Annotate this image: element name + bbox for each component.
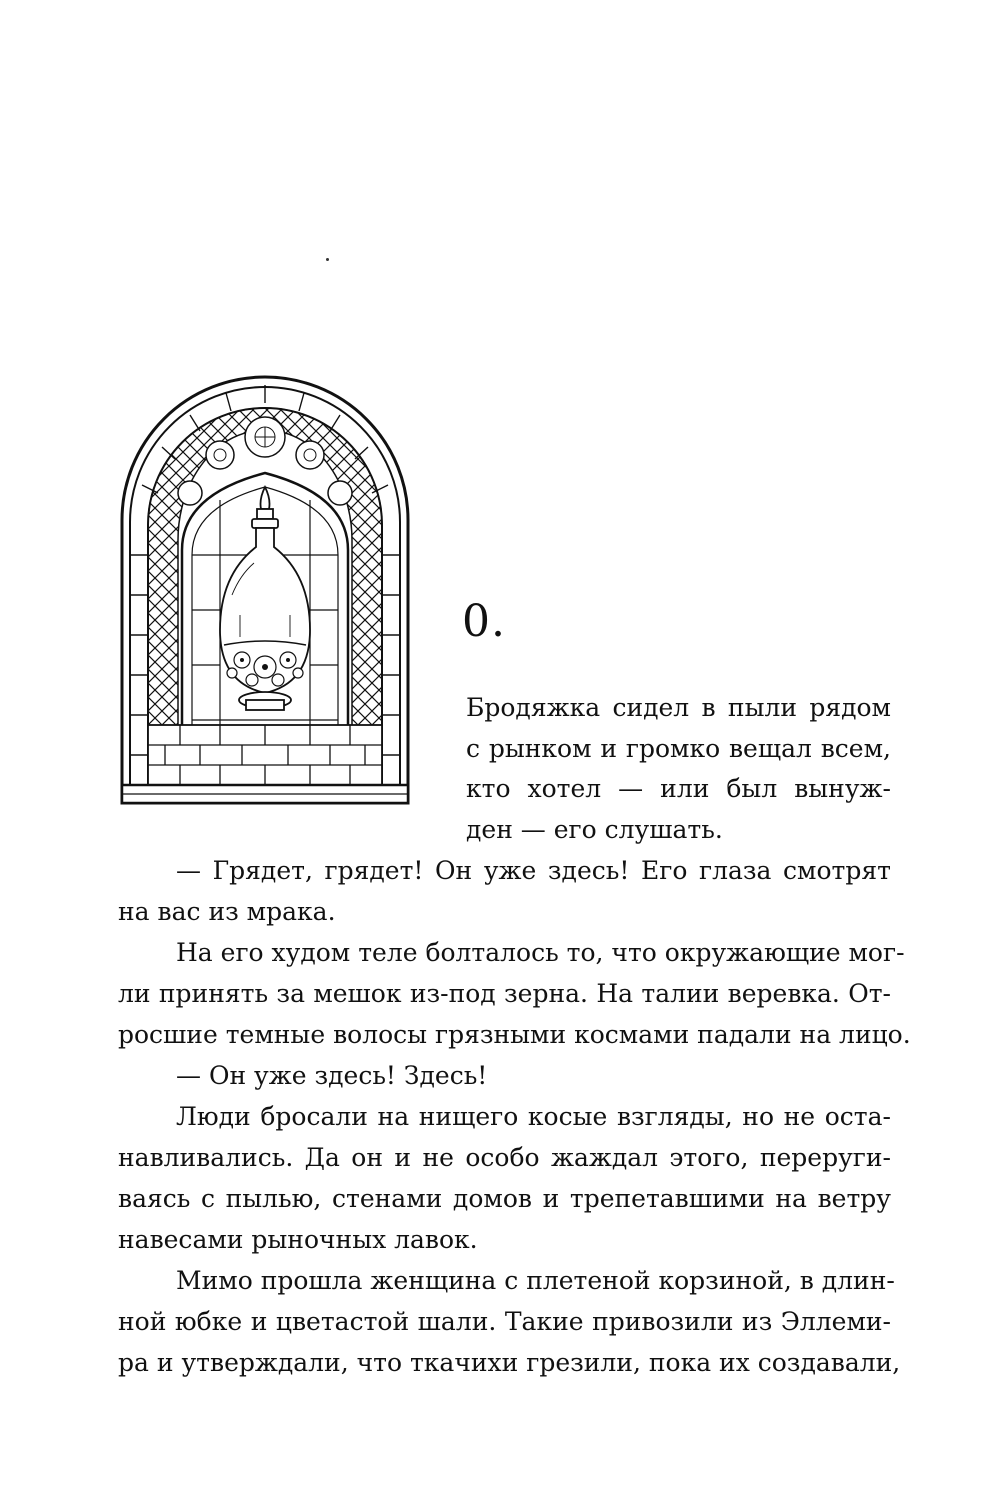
potion-bottle-icon	[120, 375, 410, 805]
text-line: росшие темные волосы грязными космами падали на лицо.	[118, 1020, 911, 1049]
text-line: на вас из мрака.	[118, 897, 336, 926]
intro-line: кто хотел — или был вынуж-	[466, 774, 891, 803]
body-text	[118, 850, 911, 1383]
intro-line: Бродяжка сидел в пыли рядом	[466, 693, 891, 722]
paragraph	[118, 1055, 891, 1096]
text-line: ли принять за мешок из-под зерна. На талии веревка. От-	[118, 979, 891, 1008]
page-speck	[326, 258, 329, 261]
text-line: навливались. Да он и не особо жаждал этого, переруги-	[118, 1143, 891, 1172]
text-line: — Грядет, грядет! Он уже здесь! Его глаза смотрят	[176, 856, 891, 885]
paragraph	[118, 932, 911, 1055]
text-line: Мимо прошла женщина с плетеной корзиной, в длин-	[176, 1266, 895, 1295]
intro-line: с рынком и громко вещал всем,	[466, 733, 891, 763]
chapter-number: 0.	[462, 596, 506, 647]
text-line: ра и утверждали, что ткачихи грезили, пока их создавали,	[118, 1348, 901, 1377]
text-line: Люди бросали на нищего косые взгляды, но не оста-	[176, 1102, 891, 1131]
paragraph	[118, 1096, 891, 1260]
paragraph	[118, 850, 891, 932]
text-line: На его худом теле болталось то, что окружающие мог-	[176, 938, 905, 967]
stained-glass-window-illustration	[120, 375, 410, 805]
text-line: навесами рыночных лавок.	[118, 1225, 478, 1254]
text-line: ной юбке и цветастой шали. Такие привозили из Эллеми-	[118, 1307, 891, 1336]
paragraph	[118, 1260, 901, 1383]
intro-paragraph	[466, 688, 891, 850]
intro-line: ден — его слушать.	[466, 814, 723, 844]
text-line: ваясь с пылью, стенами домов и трепетавшими на ветру	[118, 1184, 891, 1213]
text-line: — Он уже здесь! Здесь!	[176, 1061, 488, 1090]
